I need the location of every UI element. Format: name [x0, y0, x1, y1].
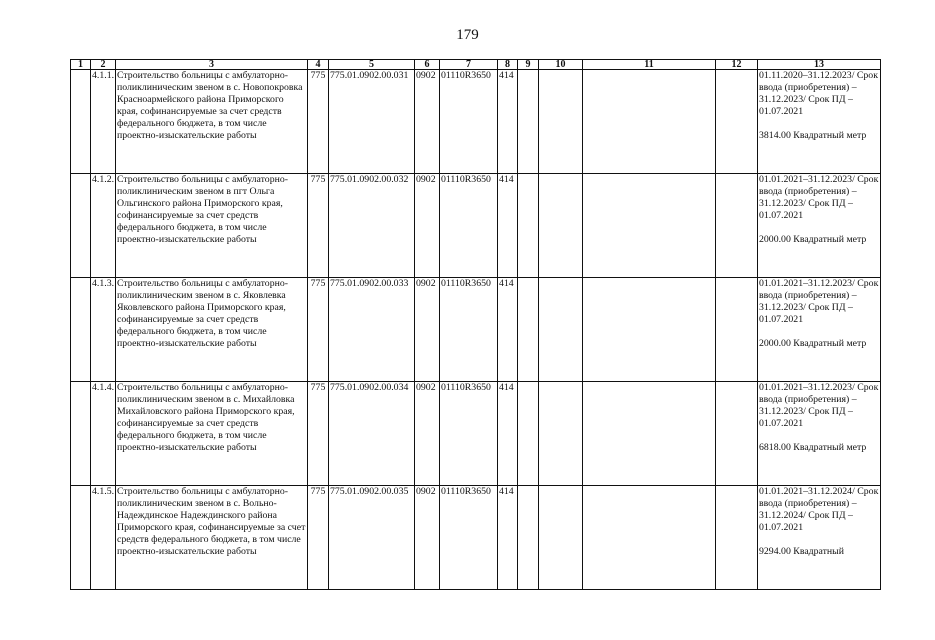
- cell-col5: 775.01.0902.00.033: [329, 278, 415, 382]
- cell-col10: [539, 382, 583, 486]
- cell-description: Строительство больницы с амбулаторно-поликлиническим звеном в с. Михайловка Михайловского района Приморского края, софинансируемые за счет средств федерального бюджета, в том числе проектно-изыскательские работы: [116, 382, 308, 486]
- cell-item-number: 4.1.2.: [91, 174, 116, 278]
- cell-col12: [716, 382, 758, 486]
- cell-col12: [716, 486, 758, 590]
- cell-col13: [758, 486, 881, 590]
- table-row: [71, 70, 881, 174]
- cell-col13: [758, 70, 881, 174]
- cell-col11: [583, 278, 716, 382]
- cell-col13: [758, 278, 881, 382]
- cell-col6: 0902: [415, 382, 440, 486]
- cell-dates: 01.01.2021–31.12.2024/ Срок ввода (приобретения) – 31.12.2024/ Срок ПД – 01.07.2021: [759, 486, 879, 533]
- table-row: [71, 486, 881, 590]
- cell-col9: [518, 486, 539, 590]
- header-cell: 11: [583, 60, 716, 70]
- header-row: [71, 60, 881, 70]
- cell-area: 2000.00 Квадратный метр: [759, 233, 867, 245]
- cell-col6: 0902: [415, 174, 440, 278]
- header-cell: 13: [758, 60, 881, 70]
- cell-col7: 01110R3650: [440, 278, 498, 382]
- header-cell: 4: [308, 60, 329, 70]
- cell-item-number: 4.1.1.: [91, 70, 116, 174]
- cell-col9: [518, 382, 539, 486]
- cell-dates: 01.01.2021–31.12.2023/ Срок ввода (приобретения) – 31.12.2023/ Срок ПД – 01.07.2021: [759, 174, 879, 221]
- header-cell: 12: [716, 60, 758, 70]
- cell-col11: [583, 174, 716, 278]
- cell-col8: 414: [498, 382, 518, 486]
- cell-col12: [716, 174, 758, 278]
- header-cell: 5: [329, 60, 415, 70]
- cell-col9: [518, 70, 539, 174]
- header-cell: 2: [91, 60, 116, 70]
- cell-col1: [71, 486, 91, 590]
- cell-dates: 01.01.2021–31.12.2023/ Срок ввода (приобретения) – 31.12.2023/ Срок ПД – 01.07.2021: [759, 278, 879, 325]
- cell-col9: [518, 278, 539, 382]
- table-row: [71, 382, 881, 486]
- cell-col7: 01110R3650: [440, 70, 498, 174]
- cell-area: 3814.00 Квадратный метр: [759, 129, 867, 141]
- page-number: 179: [456, 27, 479, 43]
- cell-col12: [716, 70, 758, 174]
- cell-col4: 775: [308, 486, 329, 590]
- cell-col8: 414: [498, 278, 518, 382]
- cell-col13: [758, 382, 881, 486]
- cell-col11: [583, 486, 716, 590]
- cell-item-number: 4.1.3.: [91, 278, 116, 382]
- cell-col5: 775.01.0902.00.034: [329, 382, 415, 486]
- cell-col5: 775.01.0902.00.035: [329, 486, 415, 590]
- header-cell: 3: [116, 60, 308, 70]
- header-cell: 8: [498, 60, 518, 70]
- header-cell: 7: [440, 60, 498, 70]
- cell-col6: 0902: [415, 278, 440, 382]
- cell-col10: [539, 70, 583, 174]
- cell-col7: 01110R3650: [440, 174, 498, 278]
- cell-col12: [716, 278, 758, 382]
- cell-area: 2000.00 Квадратный метр: [759, 337, 867, 349]
- cell-col4: 775: [308, 278, 329, 382]
- cell-col7: 01110R3650: [440, 486, 498, 590]
- cell-col11: [583, 70, 716, 174]
- cell-col4: 775: [308, 70, 329, 174]
- cell-description: Строительство больницы с амбулаторно-поликлиническим звеном в с. Новопокровка Красноармейского района Приморского края, софинансируемые за счет средств федерального бюджета, в том числе проектно-изыскательские работы: [116, 70, 308, 174]
- cell-col5: 775.01.0902.00.031: [329, 70, 415, 174]
- cell-area: 6818.00 Квадратный метр: [759, 441, 867, 453]
- cell-col6: 0902: [415, 486, 440, 590]
- header-cell: 9: [518, 60, 539, 70]
- cell-dates: 01.01.2021–31.12.2023/ Срок ввода (приобретения) – 31.12.2023/ Срок ПД – 01.07.2021: [759, 382, 879, 429]
- header-cell: 6: [415, 60, 440, 70]
- header-cell: 1: [71, 60, 91, 70]
- cell-col7: 01110R3650: [440, 382, 498, 486]
- cell-description: Строительство больницы с амбулаторно-поликлиническим звеном в с. Яковлевка Яковлевского района Приморского края, софинансируемые за счет средств федерального бюджета, в том числе проектно-изыскательские работы: [116, 278, 308, 382]
- cell-col1: [71, 382, 91, 486]
- cell-col10: [539, 174, 583, 278]
- cell-col5: 775.01.0902.00.032: [329, 174, 415, 278]
- cell-col4: 775: [308, 382, 329, 486]
- table-row: [71, 278, 881, 382]
- cell-item-number: 4.1.4.: [91, 382, 116, 486]
- cell-col8: 414: [498, 486, 518, 590]
- cell-col10: [539, 486, 583, 590]
- cell-area: 9294.00 Квадратный: [759, 545, 844, 557]
- cell-col1: [71, 70, 91, 174]
- table-row: [71, 174, 881, 278]
- cell-col1: [71, 174, 91, 278]
- cell-col1: [71, 278, 91, 382]
- cell-dates: 01.11.2020–31.12.2023/ Срок ввода (приобретения) – 31.12.2023/ Срок ПД – 01.07.2021: [759, 70, 878, 117]
- cell-col8: 414: [498, 174, 518, 278]
- budget-table: [70, 59, 881, 590]
- cell-col4: 775: [308, 174, 329, 278]
- cell-col11: [583, 382, 716, 486]
- cell-col8: 414: [498, 70, 518, 174]
- cell-description: Строительство больницы с амбулаторно-поликлиническим звеном в с. Вольно-Надеждинское Надеждинского района Приморского края, софинансируемые за счет средств федерального бюджета, в том числе проектно-изыскательские работы: [116, 486, 308, 590]
- cell-description: Строительство больницы с амбулаторно-поликлиническим звеном в пгт Ольга Ольгинского района Приморского края, софинансируемые за счет средств федерального бюджета, в том числе проектно-изыскательские работы: [116, 174, 308, 278]
- cell-col10: [539, 278, 583, 382]
- cell-col6: 0902: [415, 70, 440, 174]
- table-container: [70, 59, 879, 581]
- cell-item-number: 4.1.5.: [91, 486, 116, 590]
- cell-col9: [518, 174, 539, 278]
- cell-col13: [758, 174, 881, 278]
- header-cell: 10: [539, 60, 583, 70]
